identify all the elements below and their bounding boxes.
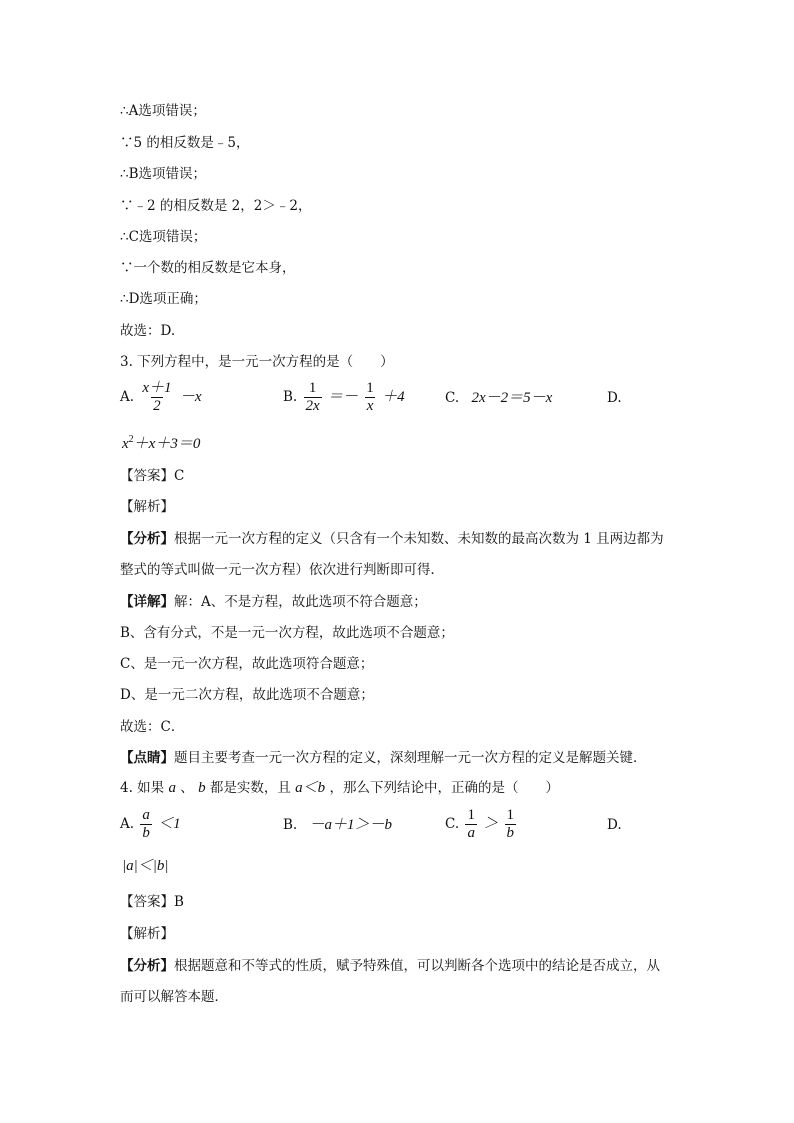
q4-option-a-fraction	[140, 807, 152, 842]
q4-a-numerator: a	[142, 807, 150, 823]
q4-fenxi-text-1: 根据题意和不等式的性质，赋予特殊值，可以判断各个选项中的结论是否成立，从	[174, 958, 660, 974]
q3-c-expr: 2x－2＝5－x	[471, 390, 553, 406]
q4-fenxi-tag: 【分析】	[120, 958, 174, 974]
q3-xiangjie-line-4: D、是一元二次方程，故此选项不合题意；	[120, 687, 374, 703]
q3-d-rest: ＋x＋3＝0	[133, 436, 201, 452]
q4-option-a-label: A.	[120, 816, 135, 832]
prev-line-8: 故选：D.	[120, 323, 176, 339]
prev-line-5: ∴C选项错误；	[120, 229, 207, 245]
q3-option-a-label: A.	[120, 389, 135, 405]
q3-a-denominator: 2	[153, 398, 161, 414]
q3-a-numerator: x＋1	[142, 380, 172, 396]
q3-option-b-label: B.	[283, 389, 298, 405]
q3-b-tail: ＋4	[382, 389, 405, 405]
q3-option-b-fraction-2	[364, 380, 376, 415]
q3-dianjing-text: 题目主要考查一元一次方程的定义，深刻理解一元一次方程的定义是解题关键．	[174, 750, 647, 766]
q3-fenxi-text-1: 根据一元一次方程的定义（只含有一个未知数、未知数的最高次数为 1 且两边都为	[174, 531, 664, 547]
q4-stem-part-3: 都是实数，且	[209, 780, 291, 796]
q4-option-b-label: B.	[283, 817, 298, 833]
q3-b-denominator-2: x	[366, 398, 374, 414]
q3-option-c	[445, 388, 552, 408]
q3-option-b-fraction-1	[304, 380, 322, 415]
q3-a-tail: －x	[179, 389, 202, 405]
q3-answer: 【答案】C	[120, 468, 185, 484]
q4-fenxi-line-2: 而可以解答本题．	[120, 989, 228, 1005]
q3-xiangjie-line-2: B、含有分式，不是一元一次方程，故此选项不合题意；	[120, 625, 454, 641]
q3-xiangjie-line-3: C、是一元一次方程，故此选项符合题意；	[120, 656, 374, 672]
prev-line-7: ∴D选项正确；	[120, 291, 207, 307]
q3-option-d-expr	[122, 430, 200, 454]
q4-condition: a＜b	[295, 780, 326, 796]
q3-b-mid: ＝－	[327, 389, 358, 405]
q4-c-denominator-2: b	[506, 825, 515, 841]
q3-choose: 故选：C．	[120, 719, 185, 735]
q3-b-denominator-1: 2x	[305, 398, 320, 414]
q4-option-c-label: C.	[445, 816, 460, 832]
q4-c-mid: ＞	[483, 816, 499, 832]
question-3-stem: 3. 下列方程中，是一元一次方程的是（ ）	[120, 354, 394, 370]
q3-b-numerator-1: 1	[308, 380, 317, 396]
q3-xiangjie-line-1	[120, 592, 427, 612]
prev-line-4: ∵﹣2 的相反数是 2，2＞﹣2，	[120, 198, 312, 214]
q4-b-expr: －a＋1＞－b	[309, 817, 393, 833]
q3-option-c-label: C.	[445, 390, 460, 406]
q3-xiangjie-tag: 【详解】	[120, 594, 174, 610]
prev-line-3: ∴B选项错误；	[120, 166, 207, 182]
q3-d-exponent: 2	[128, 434, 134, 445]
q3-fenxi-line-1	[120, 529, 664, 549]
prev-line-1: ∴A选项错误；	[120, 103, 206, 119]
q4-c-denominator-1: a	[467, 825, 475, 841]
prev-line-6: ∵一个数的相反数是它本身，	[120, 260, 296, 276]
q4-answer: 【答案】B	[120, 894, 184, 910]
q4-stem-part-4: ，那么下列结论中，正确的是（ ）	[329, 780, 559, 796]
q3-dianjing-line	[120, 748, 647, 768]
q3-fenxi-tag: 【分析】	[120, 531, 174, 547]
q4-option-c-fraction-1	[465, 807, 477, 842]
q3-option-d-label: D.	[607, 390, 622, 406]
q4-stem-part-2: 、	[180, 780, 194, 796]
q4-option-d-expr: |a|＜|b|	[122, 858, 169, 874]
q4-option-c-fraction-2	[505, 807, 517, 842]
q4-option-c	[445, 807, 518, 842]
q4-analysis-title: 【解析】	[120, 926, 174, 942]
q4-a-tail: ＜1	[158, 816, 181, 832]
q4-c-numerator-2: 1	[506, 807, 515, 823]
prev-line-2: ∵5 的相反数是﹣5，	[120, 135, 250, 151]
q4-var-b: b	[198, 780, 206, 796]
q3-option-b	[283, 380, 405, 415]
q3-analysis-title: 【解析】	[120, 499, 174, 515]
q4-fenxi-line-1	[120, 956, 660, 976]
q4-a-denominator: b	[142, 825, 150, 841]
q4-stem-part-1: 4. 如果	[120, 780, 165, 796]
q3-xiangjie-text-1: 解：A、不是方程，故此选项不符合题意；	[174, 594, 427, 610]
q3-option-a	[120, 380, 201, 415]
q4-var-a: a	[168, 780, 176, 796]
q3-option-a-fraction	[140, 380, 173, 415]
q3-d-base: x	[122, 436, 129, 452]
q3-b-numerator-2: 1	[366, 380, 374, 396]
q4-c-numerator-1: 1	[467, 807, 475, 823]
q3-fenxi-line-2: 整式的等式叫做一元一次方程）依次进行判断即可得．	[120, 562, 444, 578]
question-4-stem	[120, 778, 559, 798]
q4-option-d-label: D.	[607, 817, 622, 833]
q4-option-a	[120, 807, 181, 842]
q3-dianjing-tag: 【点睛】	[120, 750, 174, 766]
q4-option-b	[283, 815, 392, 835]
